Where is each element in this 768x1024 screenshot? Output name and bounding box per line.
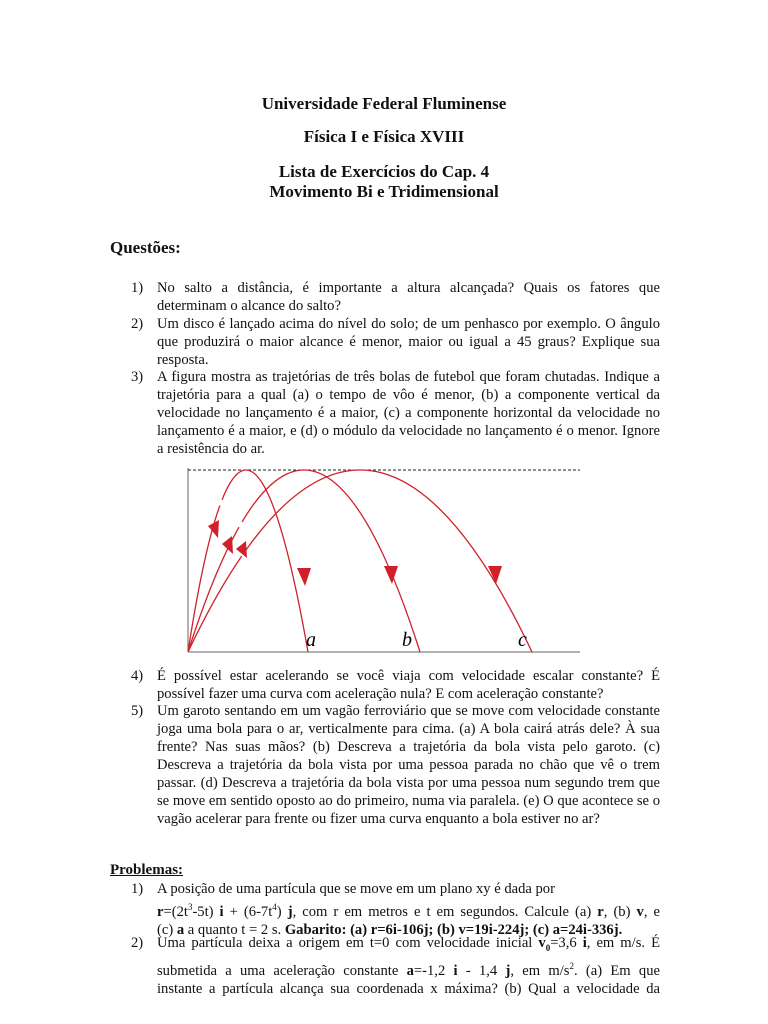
questions-heading: Questões: (110, 238, 181, 257)
problem-number: 2) (131, 935, 144, 951)
question-text: Um disco é lançado acima do nível do solo; de um penhasco por exemplo. O ângulo que produzirá o maior alcance é menor, maior ou igual a 45 graus? Explique sua resposta. (157, 316, 660, 368)
exponent: 2 (569, 960, 574, 971)
label-b: b (402, 629, 412, 651)
arrow-down-b (384, 566, 398, 584)
question-3 (131, 368, 660, 458)
question-text: No salto a distância, é importante a altura alcançada? Quais os fatores que determinam o alcance do salto? (157, 280, 660, 314)
arrow-up-c (236, 541, 247, 558)
problem-1-line-1: A posição de uma partícula que se move em um plano xy é dada por (157, 881, 555, 897)
problem-1 (131, 880, 660, 936)
question-number: 3) (131, 369, 144, 385)
trajectory-a (188, 470, 308, 652)
problem-2-line-2 (157, 957, 660, 980)
question-5 (131, 702, 660, 846)
vector-a: a (406, 962, 414, 979)
exponent: 4 (272, 902, 277, 912)
eq-part: , (b) (603, 903, 637, 920)
vector-v0: v (538, 935, 546, 951)
arrow-up-a (208, 520, 219, 538)
eq-part: - 1,4 (457, 962, 506, 979)
question-number: 1) (131, 280, 144, 296)
eq-part: a quanto t = 2 s. (184, 921, 285, 938)
eq-part: Uma partícula deixa a origem em t=0 com velocidade inicial (157, 935, 539, 951)
course-title: Física I e Física XVIII (303, 127, 465, 146)
unit-j: j (287, 903, 293, 920)
eq-part: . (a) Em que (573, 962, 660, 979)
problem-number: 1) (131, 881, 144, 897)
unit-i: i (453, 962, 458, 979)
arrow-down-a (297, 568, 311, 586)
answer-key: Gabarito: (a) r=6i-106j; (b) v=19i-224j; (c) a=24i-336j. (284, 921, 623, 938)
eq-part: =(2t (163, 903, 188, 920)
problem-2 (131, 934, 660, 997)
list-title: Lista de Exercícios do Cap. 4 (278, 162, 490, 181)
list-subtitle: Movimento Bi e Tridimensional (269, 182, 499, 201)
eq-part: , com r em metros e t em segundos. Calcule (a) (292, 903, 598, 920)
problem-1-line-2 (157, 898, 660, 921)
problem-text (157, 880, 660, 939)
eq-part: , em m/s (510, 962, 570, 979)
question-number: 5) (131, 703, 144, 719)
question-text: A figura mostra as trajetórias de três bolas de futebol que foram chutadas. Indique a trajetória para a qual (a) o tempo de vôo é menor, (b) a componente vertical da velocidade no lançamento é a maior, (c) a componente horizontal da velocidade no lançamento é a maior, e (d) o módulo da velocidade no lançamento é o menor. Ignore a resistência do ar. (157, 369, 660, 457)
label-a: a (306, 629, 316, 651)
arrow-up-b (222, 536, 233, 554)
eq-part: -5t) (192, 903, 220, 920)
vector-r: r (597, 903, 604, 920)
eq-part: , e (643, 903, 660, 920)
eq-part: submetida a uma aceleração constante (157, 962, 407, 979)
question-1 (131, 279, 660, 315)
problem-text (157, 934, 660, 998)
question-number: 4) (131, 668, 144, 684)
vector-a: a (176, 921, 185, 938)
problem-2-line-1 (157, 934, 660, 957)
eq-part: =-1,2 (413, 962, 454, 979)
label-c: c (518, 629, 527, 651)
question-text: É possível estar acelerando se você viaja com velocidade escalar constante? É possível fazer uma curva com aceleração nula? E com aceleração constante? (157, 668, 660, 702)
eq-part: =3,6 (550, 935, 583, 951)
problems-heading: Problemas: (110, 862, 184, 878)
unit-j: j (505, 962, 511, 979)
eq-part: (c) (157, 921, 177, 938)
eq-part: ) (276, 903, 288, 920)
question-text: Um garoto sentando em um vagão ferroviário que se move com velocidade constante joga uma bola para o ar, verticalmente para cima. (a) A bola cairá atrás dele? À sua frente? Nas suas mãos? (b) Descreva a trajetória da bola vista pelo garoto. (c) Descreva a trajetória da bola vista por uma pessoa parada no chão que vê o trem passar. (d) Descreva a trajetória da bola vista por uma pessoa num segundo trem que se move em sentido oposto ao do primeiro, numa via paralela. (e) O que acontece se o vagão acelerar para frente ou fizer uma curva enquanto a bola estiver no ar? (157, 703, 660, 827)
question-2 (131, 315, 660, 369)
unit-i: i (582, 935, 587, 951)
eq-part: + (6-7t (223, 903, 273, 920)
question-4 (131, 667, 660, 703)
eq-part: , em m/s. É (586, 935, 660, 951)
subscript: 0 (545, 942, 551, 953)
university-title: Universidade Federal Fluminense (261, 94, 507, 113)
trajectory-figure (180, 460, 590, 660)
vector-r: r (157, 903, 164, 920)
question-number: 2) (131, 316, 144, 332)
exponent: 3 (187, 902, 193, 912)
unit-i: i (219, 903, 224, 920)
problem-2-line-3: instante a partícula alcança sua coordenada x máxima? (b) Qual a velocidade da (157, 980, 660, 997)
trajectory-c (188, 470, 532, 652)
vector-v: v (636, 903, 644, 920)
